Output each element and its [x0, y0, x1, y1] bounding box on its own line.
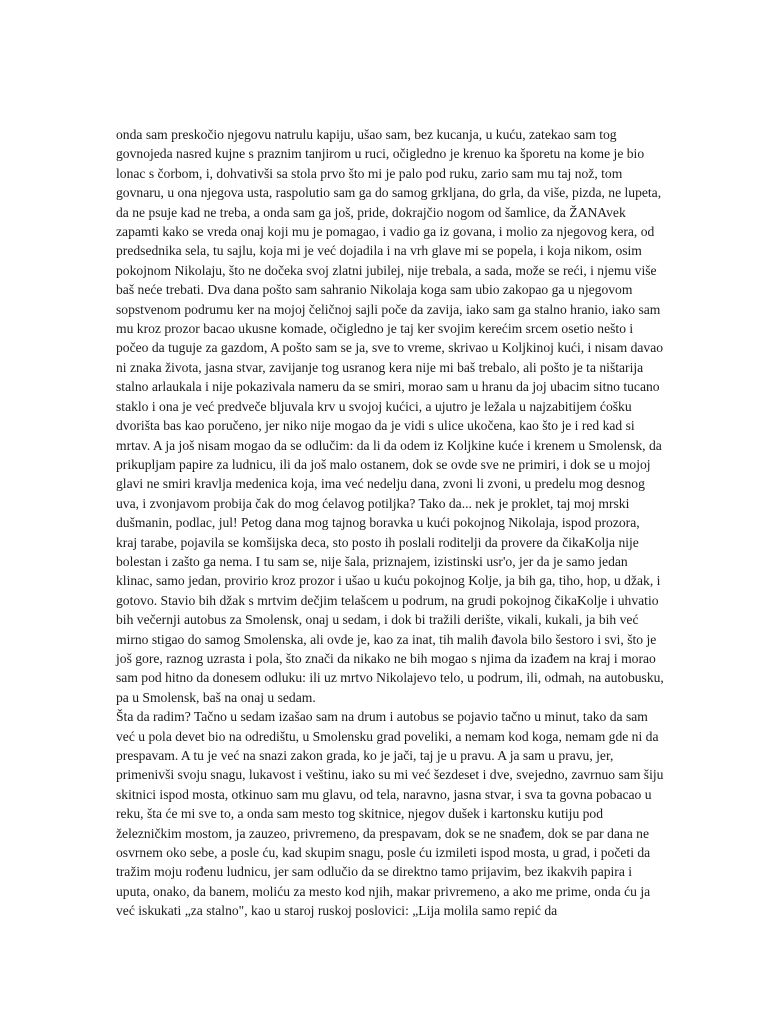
- body-text: [116, 125, 664, 921]
- paragraph-2: Šta da radim? Tačno u sedam izašao sam na drum i autobus se pojavio tačno u minut, tako da sam već u pola devet bio na odredištu, u Smolensku grad poveliki, a nemam kod koga, nemam gde ni da prespavam. A tu je već na snazi zakon grada, ko je jači, taj je u pravu. A ja sam u pravu, jer, primenivši svoju snagu, lukavost i veštinu, iako su mi već šezdeset i dve, svejedno, zavrnuo sam šiju skitnici ispod mosta, otkinuo sam mu glavu, od tela, naravno, jasna stvar, i sva ta govna pobacao u reku, šta će mi sve to, a onda sam mesto tog skitnice, njegov dušek i kartonsku kutiju pod železničkim mostom, ja zauzeo, privremeno, da prespavam, dok se ne snađem, dok se par dana ne osvrnem oko sebe, a posle ću, kad skupim snagu, posle ću izmileti ispod mosta, u grad, i početi da tražim moju rođenu ludnicu, jer sam odlučio da se direktno tamo prijavim, bez ikakvih papira i uputa, onako, da banem, moliću za mesto kod njih, makar privremeno, a ako me prime, onda ću ja već iskukati „za stalno", kao u staroj ruskoj poslovici: „Lija molila samo repić da: [116, 709, 664, 919]
- paragraph-1: onda sam preskočio njegovu natrulu kapiju, ušao sam, bez kucanja, u kuću, zatekao sam tog govnojeda nasred kujne s praznim tanjirom u ruci, očigledno je krenuo ka šporetu na kome je bio lonac s čorbom, i, dohvativši sa stola prvo što mi je palo pod ruku, zario sam mu taj nož, tom govnaru, u ona njegova usta, raspolutio sam ga do samog grkljana, do grla, da više, pizda, ne lupeta, da ne psuje kad ne treba, a onda sam ga još, pride, dokrajčio nogom od šamlice, da ŽANAvek zapamti kako se vreda onaj koji mu je pomagao, i vadio ga iz govana, i molio za njegovog kera, od predsednika sela, tu sajlu, koja mi je već dojadila i na vrh glave mi se popela, i koja nikom, osim pokojnom Nikolaju, što ne dočeka svoj zlatni jubilej, nije trebala, a sada, može se reći, i njemu više baš neće trebati. Dva dana pošto sam sahranio Nikolaja koga sam ubio zakopao ga u njegovom sopstvenom podrumu ker na mojoj čeličnoj sajli poče da zavija, iako sam ga stalno hranio, iako sam mu kroz prozor bacao ukusne komade, očigledno je taj ker svojim kerećim srcem osetio nešto i počeo da tuguje za gazdom, A pošto sam se ja, sve to vreme, skrivao u Koljkinoj kući, i nisam davao ni znaka života, jasna stvar, zavijanje tog usranog kera nije mi baš trebalo, ali pošto je ta ništarija stalno arlaukala i nije pokazivala nameru da se smiri, morao sam u hranu da joj ubacim sitno tucano staklo i ona je već predveče bljuvala krv u svojoj kućici, a ujutro je ležala u najzabitijem ćošku dvorišta bas kao poručeno, jer niko nije mogao da je vidi s ulice ukočena, kao što je i red kad si mrtav. A ja još nisam mogao da se odlučim: da li da odem iz Koljkine kuće i krenem u Smolensk, da prikupljam papire za ludnicu, ili da još malo ostanem, dok se ovde sve ne primiri, i dok se u mojoj glavi ne smiri kravlja medenica koja, ima već nedelju dana, zvoni li zvoni, u predelu mog desnog uva, i zvonjavom probija čak do mog ćelavog potiljka? Tako da... nek je proklet, taj moj mrski dušmanin, podlac, jul! Petog dana mog tajnog boravka u kući pokojnog Nikolaja, ispod prozora, kraj tarabe, pojavila se komšijska deca, sto posto ih poslali roditelji da provere da čikaKolja nije bolestan i zašto ga nema. I tu sam se, nije šala, priznajem, izistinski usr'o, jer da je samo jedan klinac, samo jedan, provirio kroz prozor i ušao u kuću pokojnog Kolje, ja bih ga, tiho, hop, u džak, i gotovo. Stavio bih džak s mrtvim dečjim telašcem u podrum, na grudi pokojnog čikaKolje i uhvatio bih večernji autobus za Smolensk, onaj u sedam, i dok bi tražili derište, vikali, kukali, ja bih već mirno stigao do samog Smolenska, ali ovde je, kao za inat, tih malih đavola bilo šestoro i svi, što je još gore, raznog uzrasta i pola, što znači da nikako ne bih mogao s njima da izađem na kraj i morao sam pod hitno da donesem odluku: ili uz mrtvo Nikolajevo telo, u podrum, ili, odmah, na autobusku, pa u Smolensk, baš na onaj u sedam.: [116, 127, 664, 705]
